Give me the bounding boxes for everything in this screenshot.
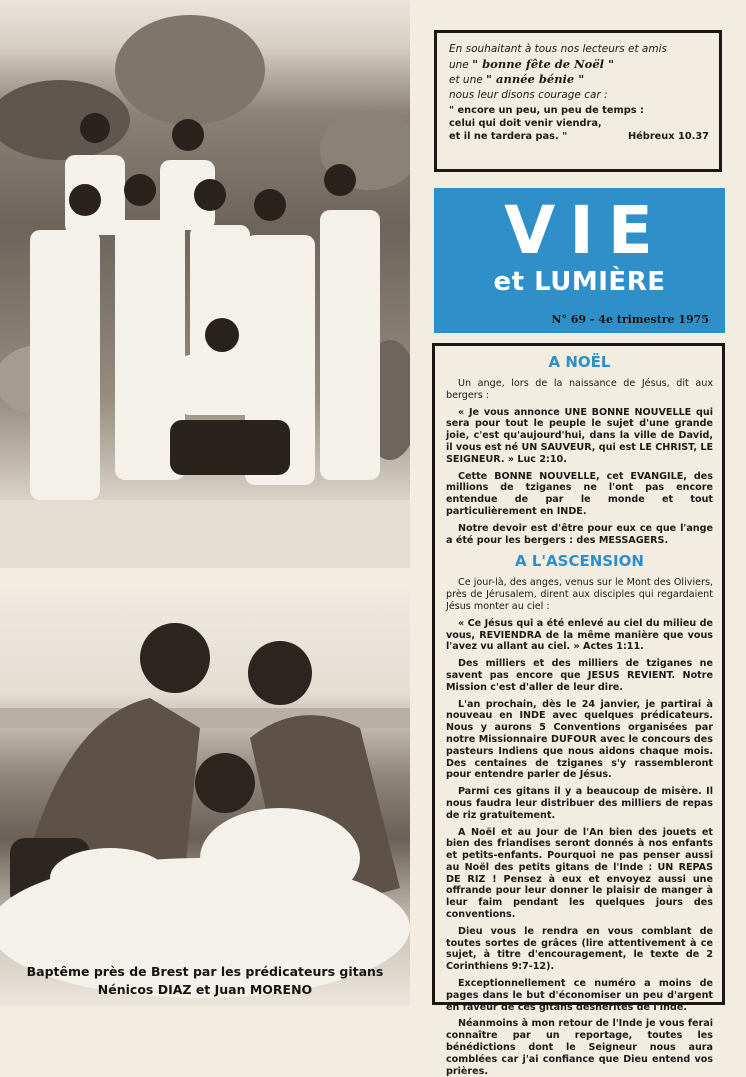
- paragraph: Notre devoir est d'être pour eux ce que l'ange a été pour les bergers : des MESSAGERS.: [446, 522, 713, 546]
- greeting-line-4: nous leur disons courage car :: [449, 88, 608, 101]
- paragraph: Des milliers et des milliers de tziganes ne savent pas encore que JESUS REVIENT. Notre Mission c'est d'aller de leur dire.: [446, 658, 713, 693]
- baptism-photo: [0, 588, 410, 1006]
- heading-ascension: A L'ASCENSION: [515, 552, 644, 571]
- group-photo-icon: [0, 0, 410, 568]
- heading-noel: A NOËL: [548, 353, 611, 371]
- greeting-script-1: " bonne fête de Noël ": [472, 56, 614, 71]
- paragraph: L'an prochain, dès le 24 janvier, je partirai à nouveau en INDE avec quelques prédicateurs. Nous y aurons 5 Conventions organisées par notre Missionnaire DUFOUR avec le concours des pasteurs Indiens que nous aidons chaque mois. Des centaines de tziganes s'y rassembleront pour entendre parler de Jésus.: [446, 698, 713, 781]
- baptism-photo-icon: [0, 588, 410, 1006]
- greeting-script-2: " année bénie ": [486, 72, 585, 86]
- paragraph: « Je vous annonce UNE BONNE NOUVELLE qui sera pour tout le peuple le sujet d'une grande joie, c'est qu'aujourd'hui, dans la ville de David, il vous est né UN SAUVEUR, qui est LE CHRIST, LE SEIGNEUR. » Luc 2:10.: [446, 406, 714, 465]
- paragraph: Exceptionnellement ce numéro a moins de pages dans le but d'économiser un peu d'argent en faveur de ces gitans déshérités de l'Inde.: [446, 978, 713, 1013]
- paragraph: Néanmoins à mon retour de l'Inde je vous ferai connaître par un reportage, toutes les bénédictions dont le Seigneur nous aura comblées car j'ai confiance que Dieu entend vos prières.: [446, 1018, 713, 1077]
- greeting-line-2-prefix: une: [449, 58, 469, 71]
- greeting-line-2: [449, 57, 709, 73]
- masthead: [434, 188, 725, 333]
- greeting-line-3: [449, 72, 709, 88]
- paragraph: Cette BONNE NOUVELLE, cet EVANGILE, des millions de tziganes ne l'ont pas encore entendue de par le monde et tout particulièrement en INDE.: [446, 470, 713, 517]
- caption-line-2: Nénicos DIAZ et Juan MORENO: [97, 982, 313, 997]
- paragraph: « Ce Jésus qui a été enlevé au ciel du milieu de vous, REVIENDRA de la même manière que vous l'avez vu allant au ciel. » Actes 1:11.: [446, 617, 713, 653]
- quote-line-1: " encore un peu, un peu de temps :: [449, 105, 644, 116]
- greeting-quote: [449, 104, 709, 143]
- quote-line-3: et il ne tardera pas. ": [449, 131, 568, 142]
- paragraph: Dieu vous le rendra en vous comblant de toutes sortes de grâces (lire attentivement à ce sujet, à titre d'encouragement, le texte de 2 Corinthiens 9:7-12).: [446, 925, 713, 973]
- caption-line-1: Baptême près de Brest par les prédicateurs gitans: [26, 964, 384, 979]
- quote-reference: Hébreux 10.37: [627, 131, 709, 142]
- masthead-title: VIE: [504, 192, 667, 269]
- paragraph: Parmi ces gitans il y a beaucoup de misère. Il nous faudra leur distribuer des milliers de repas de riz gratuitement.: [446, 786, 713, 821]
- issue-number: N° 69 - 4e trimestre 1975: [551, 313, 709, 326]
- quote-line-2: celui qui doit venir viendra,: [449, 118, 602, 129]
- group-photo: [0, 0, 410, 568]
- paragraph: A Noël et au Jour de l'An bien des jouets et bien des friandises seront donnés à nos enfants et petits-enfants. Pourquoi ne pas penser aussi au Noël des petits gitans de l'Inde : UN REPAS DE RIZ ! Pensez à eux et envoyez aussi une offrande pour leur donner le plaisir de manger à leur faim pendant les quelques jours des conventions.: [446, 826, 713, 921]
- paragraph: Un ange, lors de la naissance de Jésus, dit aux bergers :: [446, 378, 713, 401]
- greeting-line-1: En souhaitant à tous nos lecteurs et amis: [449, 43, 667, 55]
- article-box: [432, 343, 725, 1077]
- masthead-subtitle: et LUMIÈRE: [493, 267, 666, 297]
- greeting-box: [434, 30, 722, 172]
- paragraph: Ce jour-là, des anges, venus sur le Mont des Oliviers, près de Jérusalem, dirent aux disciples qui regardaient Jésus monter au ciel :: [446, 577, 713, 612]
- greeting-line-3-prefix: et une: [449, 74, 483, 86]
- photo-caption: [0, 963, 410, 999]
